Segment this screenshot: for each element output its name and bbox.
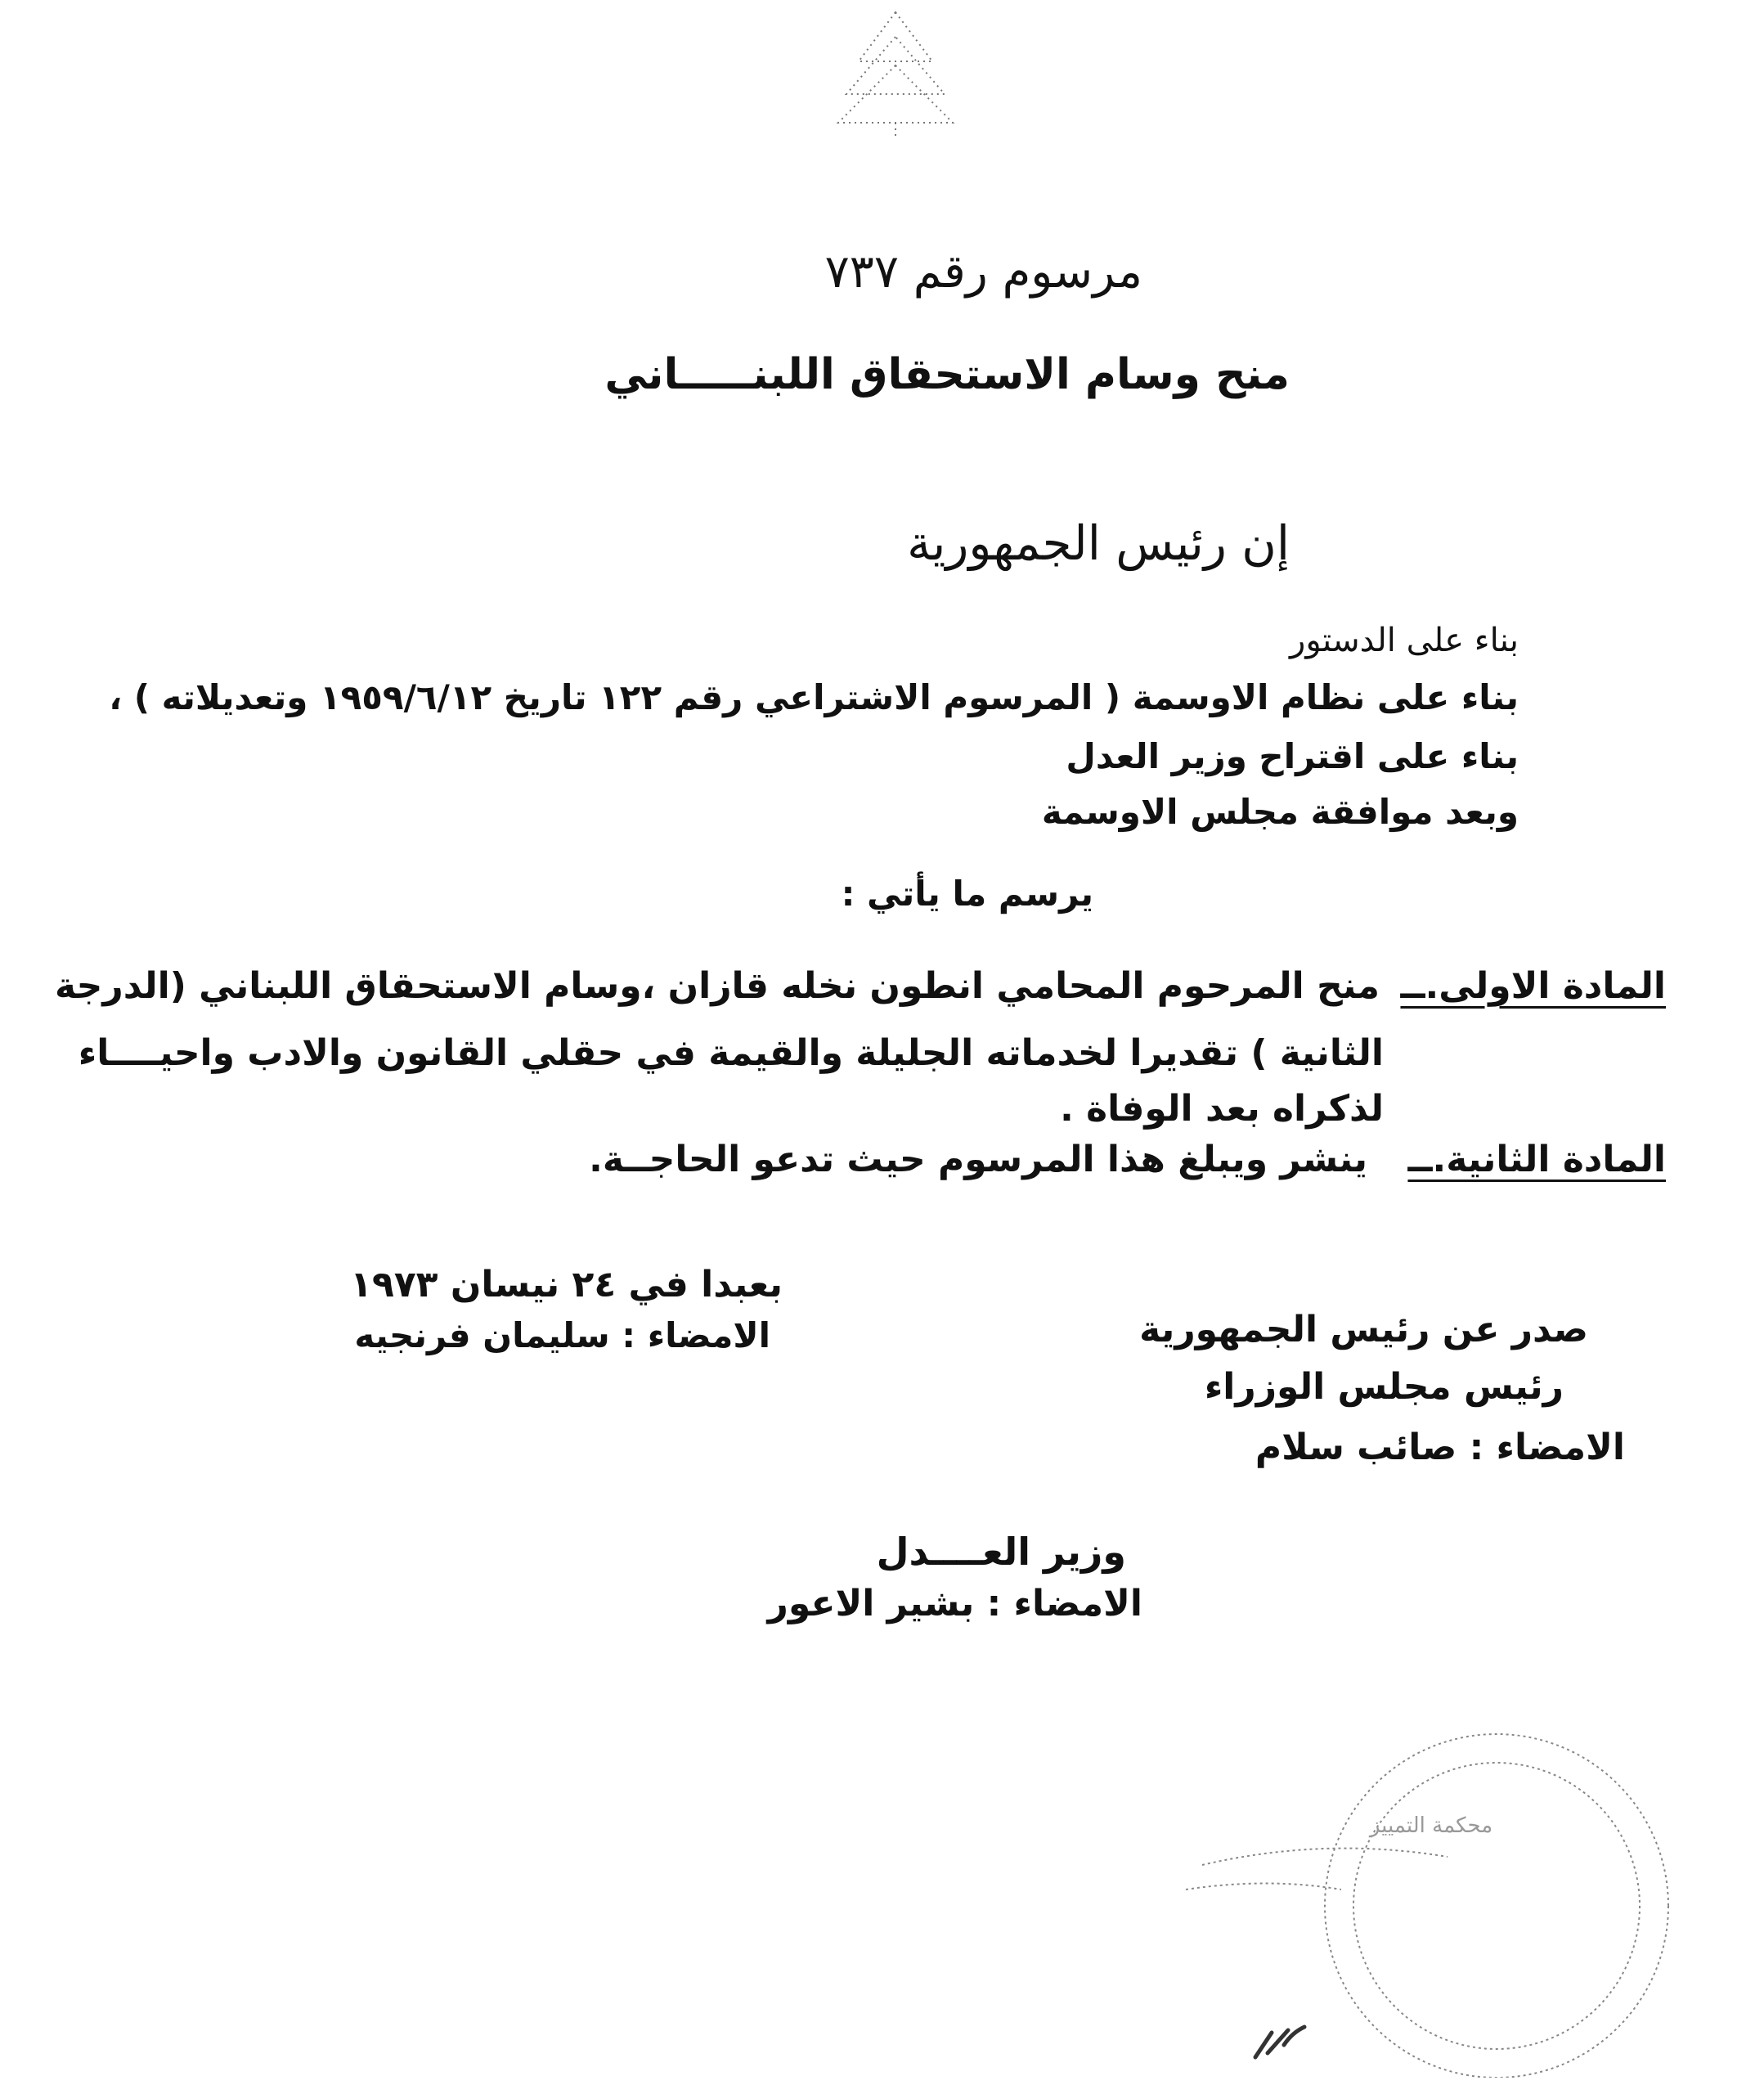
article-text-line: ينشر ويبلغ هذا المرسوم حيث تدعو الحاجــة. xyxy=(589,1139,1367,1180)
preamble-heading: إن رئيس الجمهورية xyxy=(907,515,1290,571)
preamble-line: وبعد موافقة مجلس الاوسمة xyxy=(1041,792,1519,832)
article-text-line: الثانية ) تقديرا لخدماته الجليلة والقيمة في حقلي القانون والادب واحيــــاء xyxy=(78,1032,1384,1074)
article-text-line: لذكراه بعد الوفاة . xyxy=(1060,1088,1384,1130)
preamble-line: بناء على نظام الاوسمة ( المرسوم الاشتراعي رقم ١٢٢ تاريخ ١٩٥٩/٦/١٢ وتعديلاته ) ، xyxy=(109,677,1519,717)
justice-minister-signature: الامضاء : بشير الاعور xyxy=(767,1583,1142,1624)
prime-minister-title: رئيس مجلس الوزراء xyxy=(1204,1366,1564,1408)
justice-minister-title: وزير العــــدل xyxy=(876,1530,1126,1574)
place-date: بعبدا في ٢٤ نيسان ١٩٧٣ xyxy=(350,1264,783,1305)
cedar-emblem-icon xyxy=(801,4,990,143)
president-signature: الامضاء : سليمان فرنجيه xyxy=(354,1315,770,1355)
article-label: المادة الاولى.ــ xyxy=(1400,965,1666,1007)
article-text-line: منح المرحوم المحامي انطون نخله قازان ،وسام الاستحقاق اللبناني (الدرجة xyxy=(55,965,1380,1007)
stamp-text: محكمة التمييز xyxy=(1369,1813,1493,1838)
article-label: المادة الثانية.ــ xyxy=(1407,1139,1666,1180)
decrees-line: يرسم ما يأتي : xyxy=(841,874,1093,914)
preamble-line: بناء على الدستور xyxy=(1290,622,1519,659)
decree-subject: منح وسام الاستحقاق اللبنـــــاني xyxy=(604,350,1290,399)
preamble-line: بناء على اقتراح وزير العدل xyxy=(1066,736,1519,776)
prime-minister-signature: الامضاء : صائب سلام xyxy=(1255,1427,1625,1468)
official-stamp-icon xyxy=(1137,1701,1693,2078)
issued-by: صدر عن رئيس الجمهورية xyxy=(1139,1309,1588,1350)
decree-title: مرسوم رقم ٧٣٧ xyxy=(824,245,1142,299)
